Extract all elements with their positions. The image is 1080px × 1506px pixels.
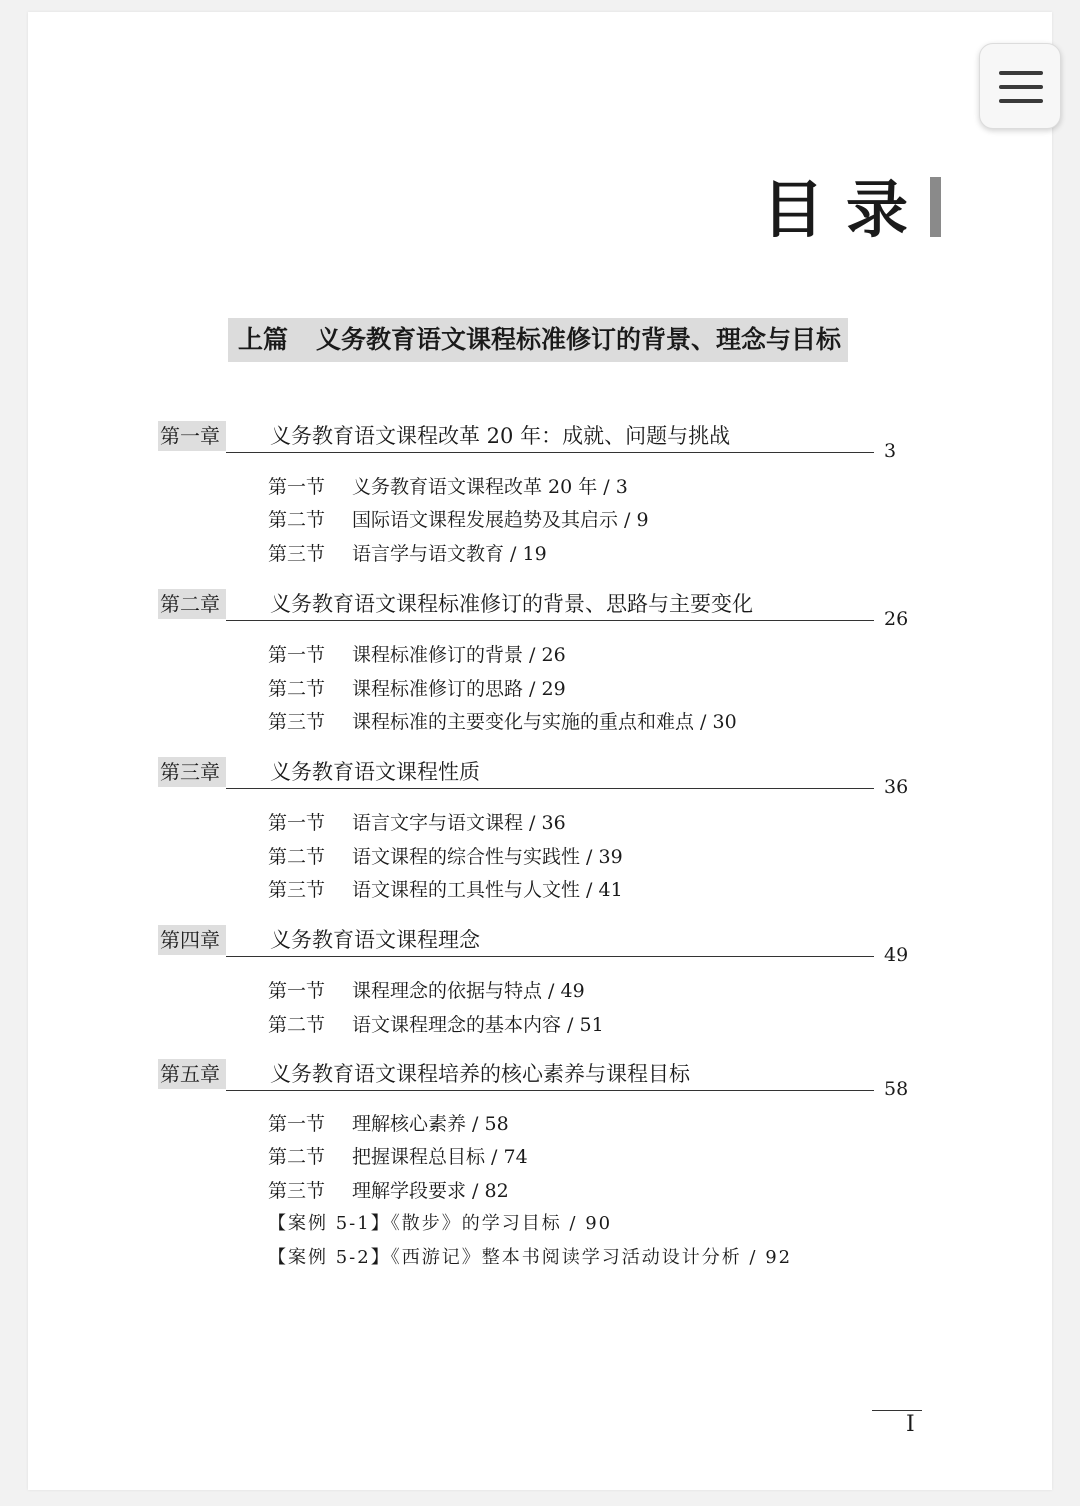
toc-section[interactable] [268,539,547,569]
chapter-underline [226,956,874,957]
part-banner [228,318,848,362]
toc-chapter[interactable] [158,421,898,462]
section-label: 第二节 [268,509,326,531]
chapter-underline [226,788,874,789]
section-label: 第一节 [268,644,326,666]
toc-section[interactable] [268,472,628,502]
chapter-label: 第四章 [158,925,226,955]
menu-line [999,99,1043,103]
title-accent-bar [930,177,941,237]
chapter-title: 义务教育语文课程标准修订的背景、思路与主要变化 [270,592,753,616]
chapter-underline [226,620,874,621]
toc-case[interactable]: 【案例 5-1】《散步》的学习目标 / 90 [268,1213,613,1234]
toc-chapter[interactable] [158,589,909,630]
section-text: 课程标准修订的思路 / 29 [352,678,566,700]
chapter-label: 第一章 [158,421,226,451]
part-title: 义务教育语文课程标准修订的背景、理念与目标 [316,325,842,354]
menu-line [999,71,1043,75]
chapter-page-number: 36 [884,776,909,798]
chapter-label: 第五章 [158,1059,226,1089]
section-text: 课程标准修订的背景 / 26 [352,644,566,666]
part-label: 上篇 [238,325,289,354]
section-text: 语文课程的综合性与实践性 / 39 [352,846,623,868]
chapter-title: 义务教育语文课程改革 20 年：成就、问题与挑战 [270,424,731,448]
footer-rule [872,1410,922,1411]
toc-chapter[interactable] [158,757,909,798]
chapter-page-number: 49 [884,944,909,966]
toc-section[interactable] [268,674,566,704]
chapter-title: 义务教育语文课程性质 [270,760,480,784]
section-text: 国际语文课程发展趋势及其启示 / 9 [352,509,649,531]
menu-line [999,85,1043,89]
section-label: 第二节 [268,1014,326,1036]
section-text: 语文课程理念的基本内容 / 51 [352,1014,604,1036]
section-text: 义务教育语文课程改革 20 年 / 3 [352,476,628,498]
section-label: 第一节 [268,980,326,1002]
toc-section[interactable] [268,842,623,872]
toc-section[interactable] [268,875,623,905]
section-label: 第一节 [268,476,326,498]
section-label: 第三节 [268,1180,326,1202]
section-label: 第三节 [268,711,326,733]
section-label: 第一节 [268,812,326,834]
chapter-label: 第二章 [158,589,226,619]
section-label: 第二节 [268,678,326,700]
section-text: 课程标准的主要变化与实施的重点和难点 / 30 [352,711,737,733]
section-text: 课程理念的依据与特点 / 49 [352,980,585,1002]
chapter-page-number: 3 [884,440,897,462]
toc-case[interactable]: 【案例 5-2】《西游记》整本书阅读学习活动设计分析 / 92 [268,1247,793,1268]
footer-page-number: I [906,1412,915,1437]
toc-chapter[interactable] [158,1059,909,1100]
toc-section[interactable] [268,1142,528,1172]
toc-section[interactable] [268,505,649,535]
section-text: 把握课程总目标 / 74 [352,1146,528,1168]
section-label: 第三节 [268,879,326,901]
chapter-page-number: 26 [884,608,909,630]
section-text: 理解核心素养 / 58 [352,1113,509,1135]
chapter-page-number: 58 [884,1078,909,1100]
section-text: 理解学段要求 / 82 [352,1180,509,1202]
page-title: 目录 [761,173,930,246]
section-text: 语言学与语文教育 / 19 [352,543,547,565]
chapter-underline [226,452,874,453]
section-label: 第二节 [268,846,326,868]
section-text: 语文课程的工具性与人文性 / 41 [352,879,623,901]
chapter-title: 义务教育语文课程培养的核心素养与课程目标 [270,1062,690,1086]
toc-section[interactable] [268,640,566,670]
toc-section[interactable] [268,808,566,838]
toc-section[interactable] [268,1010,604,1040]
toc-section[interactable] [268,707,737,737]
chapter-title: 义务教育语文课程理念 [270,928,480,952]
chapter-underline [226,1090,874,1091]
chapter-label: 第三章 [158,757,226,787]
section-label: 第三节 [268,543,326,565]
toc-section[interactable] [268,976,585,1006]
hamburger-menu-icon[interactable] [979,43,1061,129]
section-label: 第一节 [268,1113,326,1135]
toc-section[interactable] [268,1176,509,1206]
toc-section[interactable] [268,1109,509,1139]
section-text: 语言文字与语文课程 / 36 [352,812,566,834]
toc-chapter[interactable] [158,925,909,966]
section-label: 第二节 [268,1146,326,1168]
